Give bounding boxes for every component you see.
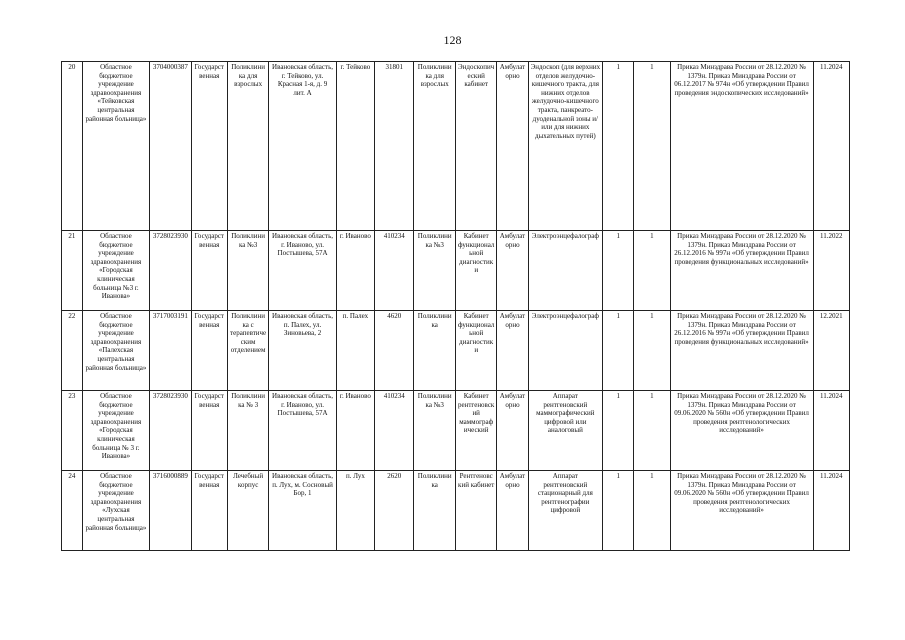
cell-room: Кабинет функциональной диагностики — [455, 231, 496, 311]
table-row — [62, 311, 850, 391]
cell-care-type: Амбулаторно — [497, 311, 528, 391]
cell-address: Ивановская область, г. Тейково, ул. Красная 1-я, д. 9 лит. А — [269, 62, 336, 231]
cell-inn: 3716000889 — [150, 471, 191, 551]
cell-address: Ивановская область, п. Палех, ул. Зиновьева, 2 — [269, 311, 336, 391]
table-row — [62, 62, 850, 231]
cell-organization: Областное бюджетное учреждение здравоохранения «Лухская центральная районная больница» — [82, 471, 149, 551]
cell-ownership: Государственная — [191, 391, 227, 471]
cell-equipment: Аппарат рентгеновский стационарный для рентгенографии цифровой — [528, 471, 603, 551]
cell-ownership: Государственная — [191, 62, 227, 231]
cell-date: 11.2022 — [813, 231, 849, 311]
cell-quantity-2: 1 — [634, 231, 670, 311]
cell-subdivision: Поликлиника №3 — [227, 231, 268, 311]
cell-equipment: Электроэнцефалограф — [528, 311, 603, 391]
cell-equipment: Электроэнцефалограф — [528, 231, 603, 311]
cell-quantity-1: 1 — [603, 62, 634, 231]
cell-room: Кабинет рентгеновский маммографический — [455, 391, 496, 471]
cell-organization: Областное бюджетное учреждение здравоохранения «Городская клиническая больница № 3 г. Иванова» — [82, 391, 149, 471]
cell-code: 4620 — [375, 311, 414, 391]
cell-ownership: Государственная — [191, 231, 227, 311]
cell-unit: Поликлиника — [414, 311, 455, 391]
cell-quantity-2: 1 — [634, 391, 670, 471]
cell-code: 2620 — [375, 471, 414, 551]
cell-date: 11.2024 — [813, 62, 849, 231]
cell-ownership: Государственная — [191, 471, 227, 551]
cell-orders: Приказ Минздрава России от 28.12.2020 № 1379н. Приказ Минздрава России от 09.06.2020 № 560н «Об утверждении Правил проведения рентгенологических исследований» — [670, 391, 813, 471]
cell-care-type: Амбулаторно — [497, 471, 528, 551]
cell-inn: 3728023930 — [150, 391, 191, 471]
cell-row-number: 24 — [62, 471, 83, 551]
cell-subdivision: Поликлиника для взрослых — [227, 62, 268, 231]
cell-organization: Областное бюджетное учреждение здравоохранения «Палехская центральная районная больница» — [82, 311, 149, 391]
cell-unit: Поликлиника №3 — [414, 231, 455, 311]
cell-quantity-2: 1 — [634, 311, 670, 391]
cell-city: г. Иваново — [336, 391, 374, 471]
cell-orders: Приказ Минздрава России от 28.12.2020 № 1379н. Приказ Минздрава России от 26.12.2016 № 997н «Об утверждении Правил проведения функциональных исследований» — [670, 231, 813, 311]
table-row — [62, 471, 850, 551]
table-row — [62, 391, 850, 471]
cell-row-number: 21 — [62, 231, 83, 311]
cell-ownership: Государственная — [191, 311, 227, 391]
cell-inn: 3704000387 — [150, 62, 191, 231]
cell-quantity-1: 1 — [603, 231, 634, 311]
cell-orders: Приказ Минздрава России от 28.12.2020 № 1379н. Приказ Минздрава России от 09.06.2020 № 560н «Об утверждении Правил проведения рентгенологических исследований» — [670, 471, 813, 551]
cell-date: 11.2024 — [813, 471, 849, 551]
cell-date: 11.2024 — [813, 391, 849, 471]
cell-room: Эндоскопический кабинет — [455, 62, 496, 231]
cell-inn: 3728023930 — [150, 231, 191, 311]
cell-city: п. Лух — [336, 471, 374, 551]
cell-code: 410234 — [375, 231, 414, 311]
cell-care-type: Амбулаторно — [497, 231, 528, 311]
cell-city: п. Палех — [336, 311, 374, 391]
cell-subdivision: Лечебный корпус — [227, 471, 268, 551]
cell-organization: Областное бюджетное учреждение здравоохранения «Тейковская центральная районная больница» — [82, 62, 149, 231]
cell-address: Ивановская область, г. Иваново, ул. Постышева, 57А — [269, 231, 336, 311]
table-row — [62, 231, 850, 311]
cell-quantity-1: 1 — [603, 391, 634, 471]
cell-city: г. Иваново — [336, 231, 374, 311]
cell-room: Кабинет функциональной диагностики — [455, 311, 496, 391]
cell-city: г. Тейково — [336, 62, 374, 231]
cell-orders: Приказ Минздрава России от 28.12.2020 № 1379н. Приказ Минздрава России от 06.12.2017 № 974н «Об утверждении Правил проведения эндоскопических исследований» — [670, 62, 813, 231]
cell-equipment: Эндоскоп (для верхних отделов желудочно-кишечного тракта, для нижних отделов желудочно-кишечного тракта, панкреато-дуоденальной зоны и/или для нижних дыхательных путей) — [528, 62, 603, 231]
cell-quantity-1: 1 — [603, 471, 634, 551]
cell-care-type: Амбулаторно — [497, 62, 528, 231]
cell-room: Рентгеновский кабинет — [455, 471, 496, 551]
cell-unit: Поликлиника для взрослых — [414, 62, 455, 231]
cell-unit: Поликлиника — [414, 471, 455, 551]
cell-subdivision: Поликлиника с терапевтическим отделением — [227, 311, 268, 391]
page-number: 128 — [443, 33, 462, 47]
cell-care-type: Амбулаторно — [497, 391, 528, 471]
cell-quantity-1: 1 — [603, 311, 634, 391]
cell-code: 31801 — [375, 62, 414, 231]
cell-date: 12.2021 — [813, 311, 849, 391]
equipment-registry-table — [61, 61, 850, 551]
cell-address: Ивановская область, г. Иваново, ул. Постышева, 57А — [269, 391, 336, 471]
cell-subdivision: Поликлиника № 3 — [227, 391, 268, 471]
cell-row-number: 23 — [62, 391, 83, 471]
cell-inn: 3717003191 — [150, 311, 191, 391]
cell-quantity-2: 1 — [634, 471, 670, 551]
cell-unit: Поликлиника №3 — [414, 391, 455, 471]
cell-row-number: 22 — [62, 311, 83, 391]
cell-code: 410234 — [375, 391, 414, 471]
cell-quantity-2: 1 — [634, 62, 670, 231]
cell-equipment: Аппарат рентгеновский маммографический цифровой или аналоговый — [528, 391, 603, 471]
cell-organization: Областное бюджетное учреждение здравоохранения «Городская клиническая больница №3 г. Иванова» — [82, 231, 149, 311]
cell-row-number: 20 — [62, 62, 83, 231]
cell-orders: Приказ Минздрава России от 28.12.2020 № 1379н. Приказ Минздрава России от 26.12.2016 № 997н «Об утверждении Правил проведения функциональных исследований» — [670, 311, 813, 391]
cell-address: Ивановская область, п. Лух, м. Сосновый Бор, 1 — [269, 471, 336, 551]
